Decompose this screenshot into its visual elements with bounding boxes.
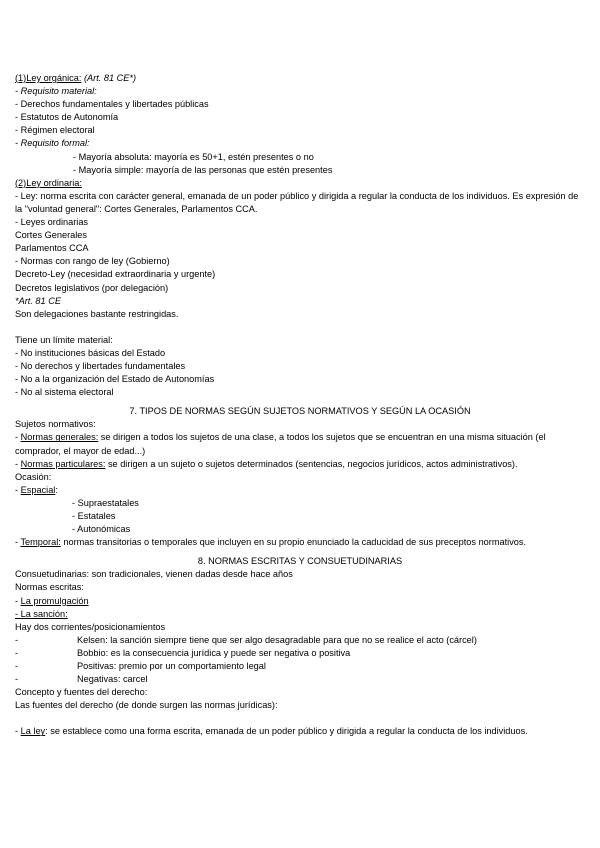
dash: - [15,537,21,548]
dash: - [15,661,19,672]
la-ley-label: La ley [20,726,46,737]
list-item: - Estatutos de Autonomía [15,112,119,123]
list-item: - No al sistema electoral [15,387,114,398]
espacial [15,484,585,497]
paragraph: Son delegaciones bastante restringidas. [15,308,179,319]
list-item [15,647,585,660]
requisito-formal: - Requisito formal: [15,138,90,149]
sancion-label: La sanción: [20,608,68,619]
list-item: - Mayoría simple: mayoría de las personas que estén presentes [73,164,333,175]
bobbio-text: Bobbio: es la consecuencia jurídica y puede ser negativa o positiva [77,647,351,658]
dash: - [15,726,21,737]
article-note: *Art. 81 CE [15,295,61,306]
dash: - [15,608,21,619]
normas-generales-text: se dirigen a todos los sujetos de una clase, a todos los sujetos que se encuentran en una misma situación (el comprador, el mayor de edad...) [15,432,546,456]
promulgacion-label: La promulgación [20,595,89,606]
list-item: - Normas con rango de ley (Gobierno) [15,256,170,267]
la-ley [15,725,585,738]
normas-particulares [15,458,585,471]
paragraph: Las fuentes del derecho (de donde surgen las normas jurídicas): [15,700,278,711]
list-item: - No a la organización del Estado de Autonomías [15,374,215,385]
normas-particulares-text: se dirigen a un sujeto o sujetos determinados (sentencias, negocios jurídicos, actos administrativos). [105,458,518,469]
temporal-text: normas transitorias o temporales que incluyen en su propio enunciado la caducidad de sus preceptos normativos. [60,537,527,548]
temporal-label: Temporal: [20,537,61,548]
ley-organica-title: (1)Ley orgánica: [15,73,82,83]
dash: - [15,634,19,645]
dash: - [15,674,19,685]
section-8-title: 8. NORMAS ESCRITAS Y CONSUETUDINARIAS [197,556,403,567]
ley-organica-article: (Art. 81 CE*) [83,73,137,83]
list-item [15,634,585,647]
positivas-text: Positivas: premio por un comportamiento legal [77,661,266,672]
dash: - [15,647,19,658]
promulgacion [15,595,585,608]
colon: : [55,484,58,495]
paragraph: Normas escritas: [15,582,84,593]
list-item: - Estatales [72,511,116,521]
list-item [15,660,585,673]
paragraph: Sujetos normativos: [15,419,96,430]
spacer [15,712,585,725]
dash: - [15,484,21,495]
list-item: - No instituciones básicas del Estado [15,347,166,358]
espacial-label: Espacial [20,484,56,495]
list-item: - Mayoría absoluta: mayoría es 50+1, estén presentes o no [73,151,314,162]
ley-organica-heading [15,72,585,85]
paragraph: Concepto y fuentes del derecho: [15,687,148,698]
normas-generales [15,431,585,457]
requisito-material: - Requisito material: [15,86,97,97]
list-item [15,673,585,686]
negativas-text: Negativas: carcel [77,674,148,685]
list-item: Parlamentos CCA [15,243,89,254]
list-item: - Derechos fundamentales y libertades públicas [15,99,209,110]
dash: - [15,458,21,469]
kelsen-text: Kelsen: la sanción siempre tiene que ser algo desagradable para que no se realice el acto (cárcel) [77,634,477,645]
normas-particulares-label: Normas particulares: [20,458,106,469]
dash: - [15,432,21,443]
section-7-title: 7. TIPOS DE NORMAS SEGÚN SUJETOS NORMATIVOS Y SEGÚN LA OCASIÓN [129,406,471,417]
list-item: Decretos legislativos (por delegación) [15,282,169,293]
la-ley-text: : se establece como una forma escrita, emanada de un poder público y dirigida a regular la conducta de los individuos. [45,726,528,737]
normas-generales-label: Normas generales: [20,432,99,443]
sancion [15,608,585,621]
paragraph: Ocasión: [15,471,52,482]
list-item: - No derechos y libertades fundamentales [15,360,186,371]
paragraph: Tiene un límite material: [15,334,113,345]
spacer [15,321,585,334]
list-item: Cortes Generales [15,230,88,241]
list-item: - Autonómicas [72,524,131,535]
temporal [15,536,585,549]
paragraph: Hay dos corrientes/posicionamientos [15,621,166,632]
list-item: - Leyes ordinarias [15,217,89,228]
ley-ordinaria-title: (2)Ley ordinaria: [15,177,82,188]
ley-definition: - Ley: norma escrita con carácter general, emanada de un poder público y dirigida a regular la conducta de los individuos. Es expresión de la "voluntad general": Cortes Generales, Parlamentos CCA. [15,190,579,214]
list-item: - Supraestatales [72,497,139,508]
dash: - [15,595,21,606]
document-page [15,72,585,739]
list-item: - Régimen electoral [15,125,95,136]
list-item: Decreto-Ley (necesidad extraordinaria y urgente) [15,269,216,280]
paragraph: Consuetudinarias: son tradicionales, vienen dadas desde hace años [15,569,293,580]
